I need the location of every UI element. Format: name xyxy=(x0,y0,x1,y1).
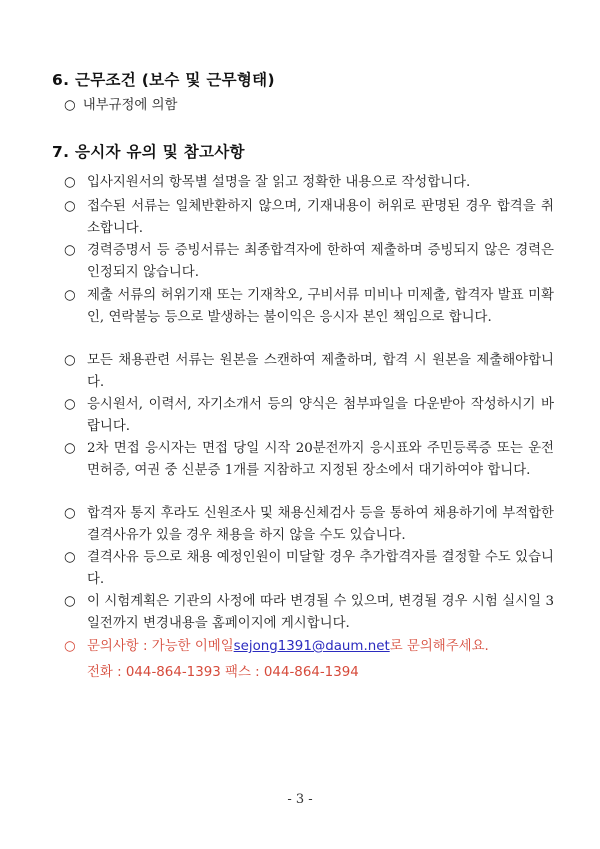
circle-bullet-icon: ○ xyxy=(64,98,76,113)
contact-prefix: 문의사항 : 가능한 이메일 xyxy=(87,639,234,654)
list-item-text: 접수된 서류는 일체반환하지 않으며, 기재내용이 허위로 판명된 경우 합격을 취소합니다. xyxy=(87,199,554,236)
page-number: - 3 - xyxy=(287,792,313,807)
circle-bullet-icon: ○ xyxy=(64,550,76,565)
email-link[interactable]: sejong1391@daum.net xyxy=(233,639,390,654)
circle-bullet-icon: ○ xyxy=(64,397,76,412)
contact-suffix: 로 문의해주세요. xyxy=(389,639,489,654)
list-item-text: 결격사유 등으로 채용 예정인원이 미달할 경우 추가합격자를 결정할 수도 있습니다. xyxy=(87,550,554,587)
list-item xyxy=(64,394,554,438)
circle-bullet-icon: ○ xyxy=(64,199,76,214)
list-item xyxy=(64,240,554,284)
section-6-item xyxy=(64,95,178,117)
list-item xyxy=(64,547,554,591)
list-item xyxy=(64,503,554,547)
list-item xyxy=(64,285,554,329)
phone-fax-line: 전화 : 044-864-1393 팩스 : 044-864-1394 xyxy=(87,665,359,680)
section-6-title: 6. 근무조건 (보수 및 근무형태) xyxy=(52,71,275,89)
contact-info xyxy=(64,636,489,658)
circle-bullet-icon: ○ xyxy=(64,594,76,609)
section-6-item-text: 내부규정에 의함 xyxy=(82,98,178,113)
list-item-text: 입사지원서의 항목별 설명을 잘 읽고 정확한 내용으로 작성합니다. xyxy=(87,175,471,190)
circle-bullet-icon: ○ xyxy=(64,639,76,654)
list-item xyxy=(64,196,554,240)
list-item-text: 제출 서류의 허위기재 또는 기재착오, 구비서류 미비나 미제출, 합격자 발표 미확인, 연락불능 등으로 발생하는 불이익은 응시자 본인 책임으로 합니다. xyxy=(87,288,554,325)
circle-bullet-icon: ○ xyxy=(64,243,76,258)
list-item-text: 모든 채용관련 서류는 원본을 스캔하여 제출하며, 합격 시 원본을 제출해야합니다. xyxy=(87,353,554,390)
circle-bullet-icon: ○ xyxy=(64,288,76,303)
list-item-text: 이 시험계획은 기관의 사정에 따라 변경될 수 있으며, 변경될 경우 시험 실시일 3일전까지 변경내용을 홈페이지에 게시합니다. xyxy=(87,594,554,631)
list-item xyxy=(64,438,554,482)
circle-bullet-icon: ○ xyxy=(64,441,76,456)
circle-bullet-icon: ○ xyxy=(64,353,76,368)
section-7-title: 7. 응시자 유의 및 참고사항 xyxy=(52,143,245,161)
list-item xyxy=(64,591,554,635)
circle-bullet-icon: ○ xyxy=(64,506,76,521)
list-item-text: 응시원서, 이력서, 자기소개서 등의 양식은 첨부파일을 다운받아 작성하시기 바랍니다. xyxy=(87,397,554,434)
list-item xyxy=(64,350,554,394)
list-item xyxy=(64,172,554,194)
list-item-text: 합격자 통지 후라도 신원조사 및 채용신체검사 등을 통하여 채용하기에 부적합한 결격사유가 있을 경우 채용을 하지 않을 수도 있습니다. xyxy=(87,506,554,543)
circle-bullet-icon: ○ xyxy=(64,175,76,190)
list-item-text: 경력증명서 등 증빙서류는 최종합격자에 한하여 제출하며 증빙되지 않은 경력은 인정되지 않습니다. xyxy=(87,243,554,280)
list-item-text: 2차 면접 응시자는 면접 당일 시작 20분전까지 응시표와 주민등록증 또는 운전면허증, 여권 중 신분증 1개를 지참하고 지정된 장소에서 대기하여야 합니다. xyxy=(87,441,554,478)
